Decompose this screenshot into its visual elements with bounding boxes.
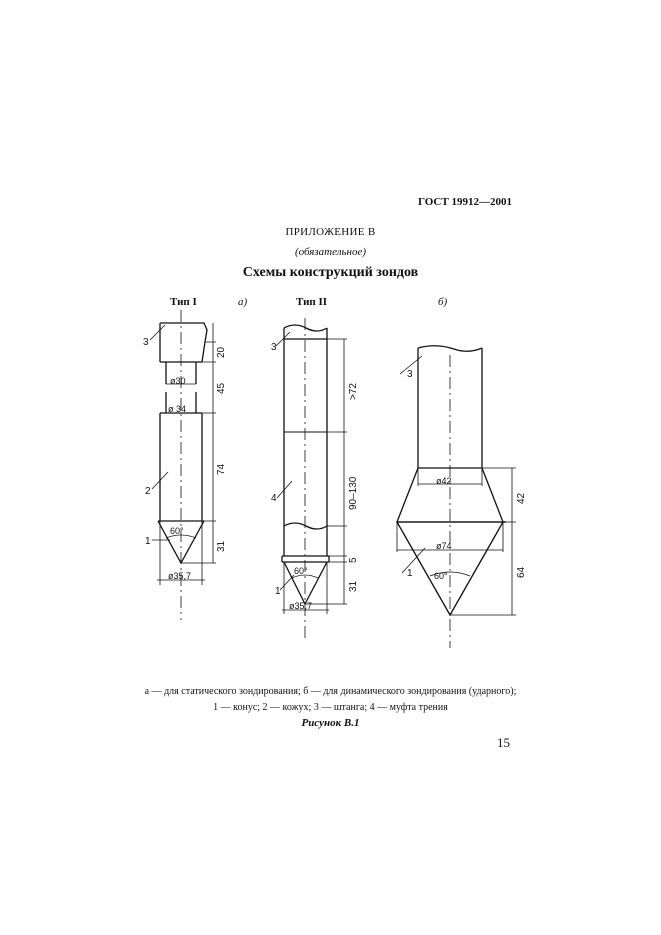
type2-dim-72: >72 [348, 383, 359, 400]
dynamic-dia-42: ø42 [436, 476, 452, 486]
caption-line-2: 1 — конус; 2 — кожух; 3 — штанга; 4 — муфта трения [213, 702, 448, 713]
type1-angle: 60° [170, 526, 184, 536]
type2-pos-4: 4 [271, 493, 277, 504]
type1-pos-3: 3 [143, 337, 149, 348]
dynamic-dim-64: 64 [516, 566, 527, 578]
dynamic-pos-3: 3 [407, 369, 413, 380]
caption-line-1: а — для статического зондирования; б — для динамического зондирования (ударного); [144, 686, 517, 697]
dynamic-pos-1: 1 [407, 568, 413, 579]
dynamic-dim-42: 42 [516, 492, 527, 504]
type2-label: Тип II [296, 296, 328, 308]
appendix-title: ПРИЛОЖЕНИЕ В [285, 226, 376, 238]
panel-b-label: б) [438, 296, 448, 308]
type2-pos-3: 3 [271, 342, 277, 353]
dynamic-dia-74: ø74 [436, 541, 452, 551]
figure-label: Рисунок В.1 [301, 717, 360, 729]
type1-pos-1: 1 [145, 536, 151, 547]
type1-dia-35-7: ø35,7 [168, 571, 192, 581]
page-number: 15 [497, 735, 510, 750]
type2-angle: 60° [294, 566, 308, 576]
type2-dim-90-130: 90–130 [348, 476, 359, 510]
panel-a-label: а) [238, 296, 248, 308]
appendix-heading: Схемы конструкций зондов [242, 265, 419, 280]
dynamic-angle: 60° [434, 571, 448, 581]
type2-pos-1: 1 [275, 586, 281, 597]
type2-dia-35-7: ø35,7 [289, 601, 313, 611]
appendix-status: (обязательное) [294, 246, 367, 258]
dynamic-probe-drawing [397, 346, 516, 648]
type1-dia-34: ø 34 [168, 404, 187, 414]
type2-dim-5: 5 [348, 557, 359, 563]
type1-dim-45: 45 [216, 382, 227, 394]
type2-dim-31: 31 [348, 580, 359, 592]
type1-dim-74: 74 [216, 463, 227, 475]
type1-label: Тип I [170, 296, 197, 308]
type2-probe-drawing [276, 318, 347, 640]
type1-dim-31: 31 [216, 540, 227, 552]
type1-pos-2: 2 [145, 486, 151, 497]
type1-dia-30: ø30 [170, 376, 186, 386]
type1-dim-20: 20 [216, 346, 227, 358]
standard-number: ГОСТ 19912—2001 [418, 196, 512, 208]
